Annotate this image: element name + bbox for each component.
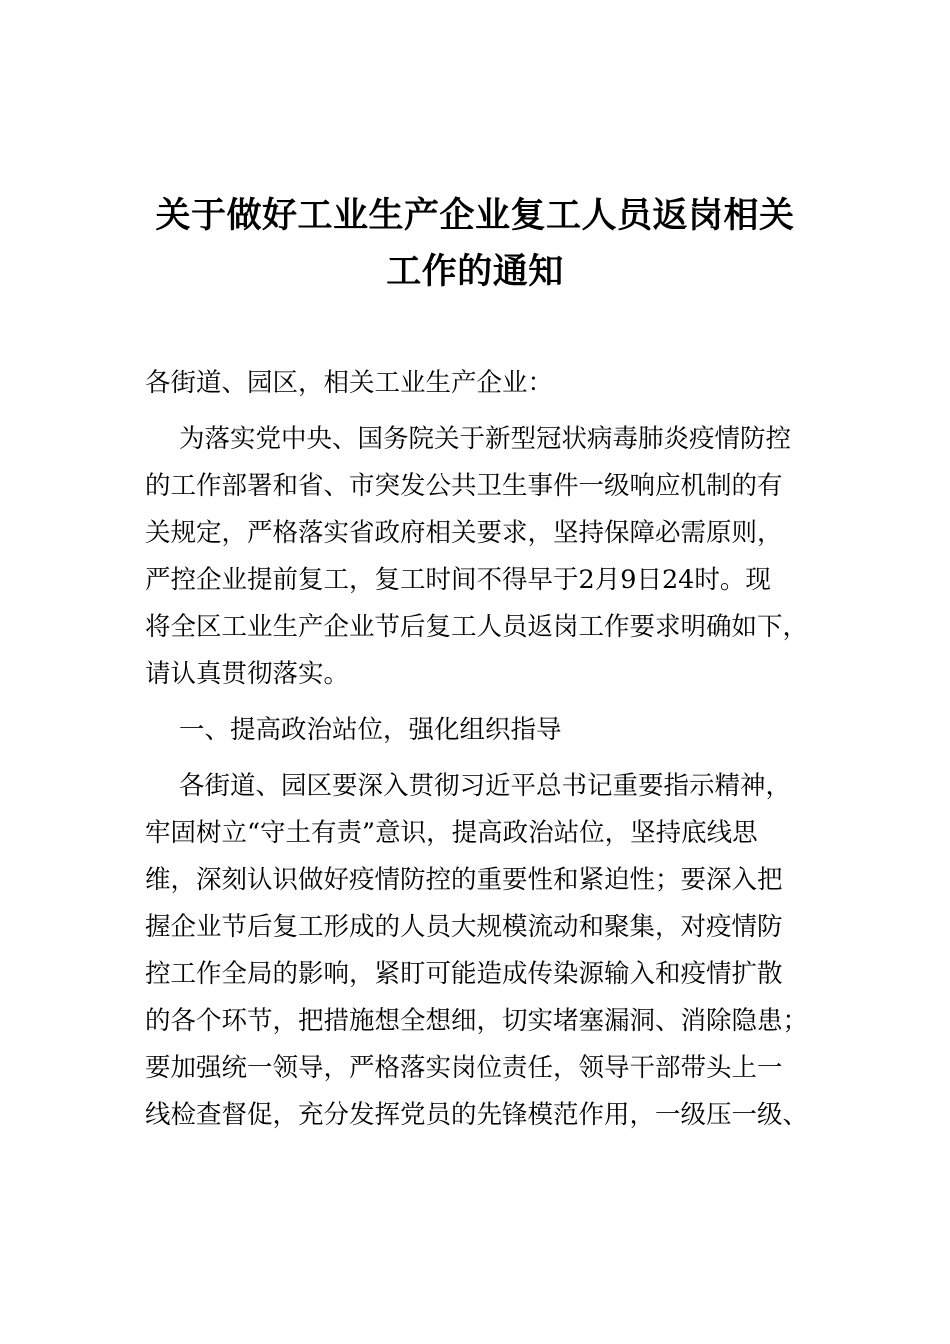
salutation: 各街道、园区，相关工业生产企业： <box>145 368 554 398</box>
paragraph-line: 的工作部署和省、市突发公共卫生事件一级响应机制的有 <box>145 471 783 501</box>
paragraph-line: 将全区工业生产企业节后复工人员返岗工作要求明确如下， <box>145 612 809 642</box>
title-line: 关于做好工业生产企业复工人员返岗相关 <box>155 196 795 236</box>
paragraph-line: 控工作全局的影响，紧盯可能造成传染源输入和疫情扩散 <box>145 959 783 989</box>
paragraph-line: 维，深刻认识做好疫情防控的重要性和紧迫性；要深入把 <box>145 865 783 895</box>
paragraph-line: 要加强统一领导，严格落实岗位责任，领导干部带头上一 <box>145 1053 783 1083</box>
document-title <box>100 188 850 300</box>
paragraph-line: 线检查督促，充分发挥党员的先锋模范作用，一级压一级、 <box>145 1100 809 1130</box>
section-heading: 一、提高政治站位，强化组织指导 <box>179 715 562 745</box>
paragraph-line: 为落实党中央、国务院关于新型冠状病毒肺炎疫情防控 <box>179 424 792 454</box>
paragraph-2 <box>145 763 809 1139</box>
paragraph-line: 关规定，严格落实省政府相关要求，坚持保障必需原则， <box>145 518 783 548</box>
paragraph-line: 各街道、园区要深入贯彻习近平总书记重要指示精神， <box>179 771 792 801</box>
paragraph-line: 的各个环节，把措施想全想细，切实堵塞漏洞、消除隐患； <box>145 1006 809 1036</box>
document-body <box>145 360 809 1139</box>
paragraph-line: 请认真贯彻落实。 <box>145 659 350 689</box>
paragraph-line: 握企业节后复工形成的人员大规模流动和聚集，对疫情防 <box>145 912 783 942</box>
title-line: 工作的通知 <box>386 252 564 292</box>
paragraph-1 <box>145 416 809 698</box>
paragraph-line: 严控企业提前复工，复工时间不得早于2月9日24时。现 <box>145 565 771 595</box>
paragraph-line: 牢固树立“守土有责”意识，提高政治站位，坚持底线思 <box>145 818 758 848</box>
